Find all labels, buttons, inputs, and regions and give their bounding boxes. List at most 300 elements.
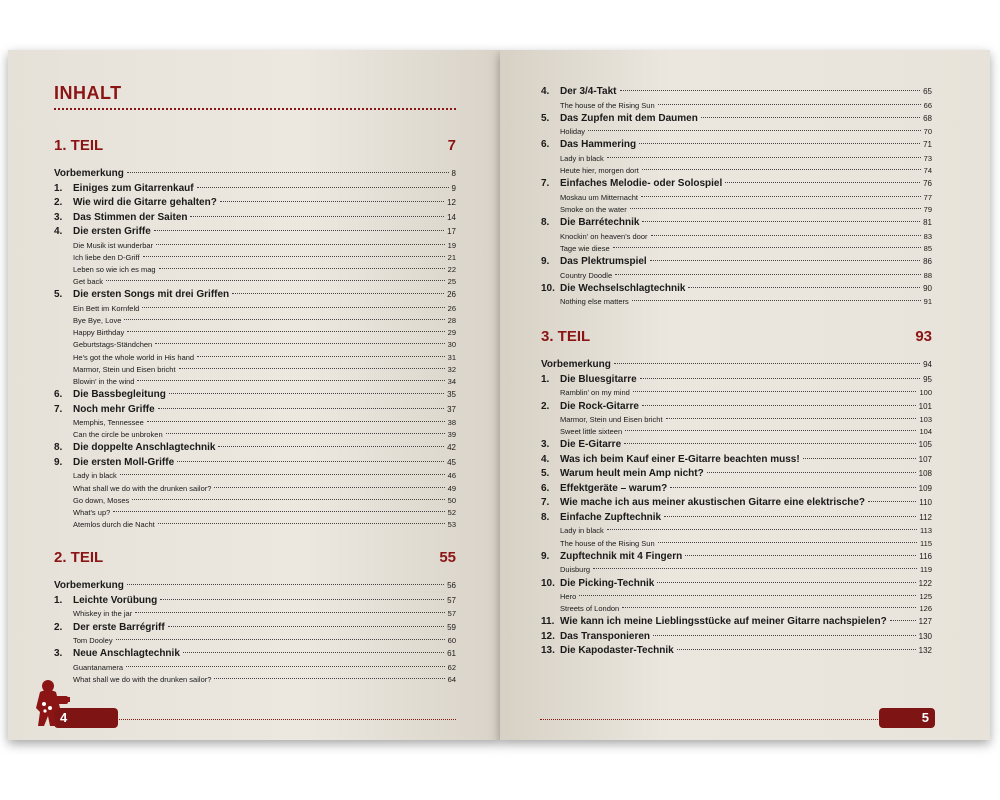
toc-subentry [54,429,456,441]
entry-number: 1. [541,373,550,385]
entry-title: Einfache Zupftechnik [560,511,662,523]
entry-title: Bye Bye, Love [73,315,122,325]
entry-page: 76 [923,179,932,189]
left-page [8,50,500,740]
entry-page: 86 [923,257,932,266]
dot-leader [658,542,917,543]
page-number: 4 [54,708,118,728]
entry-title: Guantanamera [73,662,124,672]
toc-list [54,167,456,531]
toc-subentry [541,192,932,204]
entry-title: Der erste Barrégriff [73,621,165,633]
entry-number: 1. [54,182,63,194]
dot-leader [166,433,445,434]
dot-leader [579,595,916,596]
entry-title: Die Barrétechnik [560,217,640,229]
entry-page: 79 [923,204,932,214]
dot-leader [197,187,449,188]
entry-page: 12 [447,198,456,207]
entry-page: 56 [447,581,456,591]
toc-title: INHALT [54,83,456,110]
entry-title: Die ersten Songs mit drei Griffen [73,289,230,301]
entry-title: Einfaches Melodie- oder Solospiel [560,178,723,190]
toc-entry [541,400,932,415]
toc-subentry [541,296,932,308]
entry-page: 68 [923,113,932,123]
entry-number: 11. [541,616,555,628]
entry-page: 71 [923,140,932,150]
entry-page: 127 [918,617,932,627]
footer-divider [540,719,928,720]
toc-entry [541,453,932,468]
dot-leader [640,378,920,379]
toc-subentry [54,252,456,264]
entry-page: 31 [447,352,456,362]
toc-subentry [54,608,456,620]
entry-number: 4. [541,86,550,97]
dot-leader [593,568,917,569]
entry-page: 64 [447,674,456,684]
toc-entry [541,511,932,526]
toc-subentry [541,100,932,112]
toc-entry [541,644,932,659]
dot-leader [620,90,921,91]
entry-page: 116 [919,551,932,561]
toc-subentry [541,591,932,603]
entry-page: 65 [923,87,932,96]
toc-subentry [54,303,456,315]
entry-number: 7. [541,497,550,509]
part-label: 1. TEIL [54,137,104,154]
entry-title: Ich liebe den D-Griff [73,252,140,262]
entry-page: 88 [923,270,932,280]
dot-leader [132,499,444,500]
entry-title: What shall we do with the drunken sailor? [73,483,212,493]
entry-title: Zupftechnik mit 4 Fingern [560,550,683,562]
entry-page: 103 [919,415,932,425]
toc-entry [541,255,932,270]
dot-leader [653,635,916,636]
dot-leader [214,487,444,488]
part-heading [54,549,456,571]
toc-subentry [54,352,456,364]
dot-leader [615,274,921,275]
entry-number: 10. [541,577,555,589]
dot-leader [803,458,916,459]
dot-leader [651,235,921,236]
entry-title: Das Transponieren [560,630,651,642]
entry-title: What's up? [73,508,111,517]
entry-title: Wie mache ich aus meiner akustischen Gitarre eine elektrische? [560,497,866,509]
entry-page: 94 [923,360,932,370]
entry-title: Vorbemerkung [541,359,611,371]
dot-leader [106,280,445,281]
toc-subentry [54,327,456,339]
entry-page: 17 [447,227,456,236]
entry-title: Lady in black [73,471,117,481]
toc-entry [541,630,932,645]
entry-page: 30 [447,340,456,350]
dot-leader [116,639,445,640]
toc-entry [541,615,932,630]
entry-title: Die Wechselschlagtechnik [560,282,686,294]
dot-leader [607,529,917,530]
entry-title: Die Bassbegleitung [73,389,166,401]
entry-title: Ein Bett im Kornfeld [73,303,140,313]
entry-page: 34 [447,376,456,386]
toc-entry [541,496,932,511]
entry-title: Country Doodle [560,270,613,280]
entry-title: Der 3/4-Takt [560,86,617,97]
toc-subentry [54,276,456,288]
toc-entry [54,441,456,456]
entry-page: 21 [447,252,456,262]
dot-leader [127,584,444,585]
entry-title: Die Musik ist wunderbar [73,240,154,250]
entry-number: 6. [54,389,63,401]
entry-title: Lady in black [560,153,604,163]
entry-title: Noch mehr Griffe [73,403,155,415]
entry-title: Whiskey in the jar [73,609,133,619]
entry-page: 81 [923,218,932,228]
entry-title: Happy Birthday [73,328,125,338]
entry-page: 77 [923,192,932,202]
toc-subentry [541,204,932,216]
toc-subentry [54,470,456,482]
entry-page: 70 [923,127,932,137]
dot-leader [658,104,921,105]
toc-subentry [541,414,932,426]
right-toc [541,50,932,659]
entry-page: 25 [447,277,456,287]
toc-list [541,85,932,308]
part-label: 3. TEIL [541,328,591,346]
dot-leader [142,307,444,308]
dot-leader [143,256,445,257]
entry-title: Tom Dooley [73,636,113,646]
footer-divider [113,719,456,720]
dot-leader [642,405,916,406]
entry-page: 53 [447,520,456,530]
entry-page: 8 [451,169,456,178]
entry-page: 95 [923,374,932,384]
dot-leader [685,555,916,556]
entry-page: 9 [451,183,456,193]
part-page: 7 [447,137,456,154]
toc-subentry [541,231,932,243]
toc-entry [541,358,932,373]
toc-entry [54,403,456,418]
toc-entry [541,550,932,565]
entry-page: 26 [447,303,456,313]
part-heading [541,328,932,350]
entry-number: 3. [541,439,550,451]
toc-subentry [54,339,456,351]
toc-subentry [54,364,456,376]
entry-title: Leichte Vorübung [73,594,158,606]
toc-entry [541,482,932,497]
entry-title: Memphis, Tennessee [73,418,144,428]
entry-number: 2. [541,400,550,412]
entry-title: Duisburg [560,565,591,575]
entry-page: 74 [923,166,932,176]
entry-page: 35 [447,390,456,400]
toc-subentry [541,603,932,615]
dot-leader [158,523,445,524]
part-heading [54,137,456,159]
toc-subentry [541,564,932,576]
entry-page: 83 [923,231,932,241]
entry-page: 66 [923,100,932,110]
entry-page: 115 [920,538,932,548]
entry-number: 2. [54,621,63,633]
toc-entry [541,467,932,482]
dot-leader [127,331,444,332]
dot-leader [670,487,915,488]
entry-page: 130 [918,631,932,641]
entry-title: Die Rock-Gitarre [560,400,639,412]
entry-page: 57 [447,595,456,605]
dot-leader [630,208,921,209]
toc-subentry [54,662,456,674]
dot-leader [677,649,916,650]
toc-entry [54,211,456,226]
toc-subentry [54,507,456,519]
dot-leader [156,244,445,245]
entry-title: Die ersten Moll-Griffe [73,456,175,468]
toc-entry [54,225,456,240]
entry-page: 101 [918,401,932,411]
dot-leader [641,196,921,197]
dot-leader [688,287,920,288]
dot-leader [642,169,921,170]
toc-list [54,579,456,686]
dot-leader [159,268,445,269]
entry-page: 108 [918,469,932,479]
toc-entry [541,85,932,100]
toc-subentry [541,126,932,138]
toc-entry [541,112,932,127]
entry-number: 3. [54,648,63,660]
entry-title: Das Plektrumspiel [560,256,647,267]
toc-entry [541,438,932,453]
entry-page: 52 [447,508,456,517]
entry-title: Vorbemerkung [54,168,124,179]
entry-title: Streets of London [560,604,620,614]
entry-number: 5. [541,468,550,480]
dot-leader [154,230,444,231]
dot-leader [147,421,445,422]
toc-entry [54,579,456,594]
entry-title: Can the circle be unbroken [73,430,163,440]
entry-number: 4. [541,453,550,465]
toc-entry [541,282,932,297]
dot-leader [183,652,444,653]
dot-leader [232,293,444,294]
entry-number: 3. [54,211,63,223]
toc-subentry [54,417,456,429]
entry-page: 59 [447,622,456,632]
entry-title: Leben so wie ich es mag [73,264,156,274]
toc-entry [54,388,456,403]
entry-page: 109 [918,483,932,493]
dot-leader [197,356,445,357]
dot-leader [701,117,920,118]
right-page [500,50,990,740]
dot-leader [588,130,921,131]
toc-subentry [541,426,932,438]
left-toc [54,50,456,686]
entry-title: Wie kann ich meine Lieblingsstücke auf meiner Gitarre nachspielen? [560,616,887,628]
entry-title: Einiges zum Gitarrenkauf [73,182,194,194]
entry-page: 132 [918,646,932,656]
dot-leader [725,182,920,183]
dot-leader [160,599,444,600]
dot-leader [158,408,444,409]
entry-number: 9. [541,256,550,267]
entry-title: Blowin' in the wind [73,376,135,386]
dot-leader [155,343,444,344]
entry-title: Marmor, Stein und Eisen bricht [73,364,176,374]
entry-page: 105 [918,440,932,450]
toc-subentry [54,240,456,252]
entry-page: 57 [447,609,456,619]
toc-entry [541,177,932,192]
entry-page: 125 [919,592,932,601]
entry-number: 9. [54,456,63,468]
dot-leader [664,516,916,517]
toc-subentry [541,538,932,550]
entry-number: 8. [54,442,63,454]
entry-page: 50 [447,495,456,505]
entry-page: 126 [919,604,932,614]
entry-title: Hero [560,592,577,601]
entry-title: Die ersten Griffe [73,226,151,237]
toc-entry [54,196,456,211]
entry-title: Knockin' on heaven's door [560,231,648,241]
dot-leader [120,474,445,475]
toc-subentry [54,519,456,531]
entry-page: 100 [919,388,932,398]
entry-page: 22 [447,264,456,274]
toc-entry [54,456,456,471]
dot-leader [632,300,921,301]
entry-page: 26 [447,290,456,300]
entry-title: Vorbemerkung [54,580,124,592]
dot-leader [642,221,920,222]
dot-leader [633,391,917,392]
entry-title: Get back [73,277,104,287]
entry-number: 6. [541,482,550,494]
entry-title: Smoke on the water [560,204,627,214]
entry-title: Holiday [560,127,586,137]
entry-page: 14 [447,212,456,222]
entry-page: 107 [918,454,932,464]
entry-title: The house of the Rising Sun [560,538,655,548]
entry-page: 91 [923,297,932,307]
toc-entry [541,138,932,153]
entry-title: Lady in black [560,526,604,536]
dot-leader [868,501,916,502]
entry-title: Heute hier, morgen dort [560,166,639,176]
toc-subentry [541,270,932,282]
entry-title: Effektgeräte – warum? [560,482,668,494]
dot-leader [650,260,920,261]
dot-leader [622,607,916,608]
dot-leader [639,143,920,144]
entry-number: 5. [54,289,63,301]
entry-number: 6. [541,139,550,151]
dot-leader [657,582,915,583]
entry-page: 49 [447,483,456,493]
toc-subentry [541,165,932,177]
dot-leader [218,446,444,447]
dot-leader [127,172,449,173]
toc-entry [541,216,932,231]
entry-title: Geburtstags-Ständchen [73,340,153,350]
dot-leader [190,216,444,217]
entry-page: 46 [447,471,456,481]
entry-title: Die Picking-Technik [560,577,655,589]
dot-leader [137,380,444,381]
entry-number: 4. [54,226,63,237]
entry-number: 7. [541,178,550,190]
entry-page: 104 [919,427,932,437]
entry-title: Die Kapodaster-Technik [560,645,674,657]
entry-title: Go down, Moses [73,495,130,505]
entry-title: Was ich beim Kauf einer E-Gitarre beachten muss! [560,453,800,465]
toc-entry [541,577,932,592]
dot-leader [135,612,444,613]
part-page: 93 [915,328,932,346]
entry-title: Wie wird die Gitarre gehalten? [73,197,217,208]
entry-page: 38 [447,418,456,428]
entry-title: Neue Anschlagtechnik [73,648,180,660]
dot-leader [179,368,445,369]
toc-subentry [54,315,456,327]
entry-page: 62 [447,662,456,672]
toc-subentry [54,483,456,495]
guitar-player-mascot-icon [30,678,70,730]
page-number: 5 [879,708,935,728]
entry-title: Das Stimmen der Saiten [73,211,188,223]
entry-page: 85 [923,243,932,253]
toc-subentry [54,376,456,388]
toc-entry [54,647,456,662]
dot-leader [614,363,920,364]
toc-entry [54,594,456,609]
dot-leader [625,430,916,431]
entry-number: 2. [54,197,63,208]
entry-page: 90 [923,283,932,293]
toc-list [541,358,932,659]
entry-page: 73 [923,153,932,163]
toc-subentry [541,243,932,255]
entry-title: He's got the whole world in His hand [73,352,195,362]
entry-page: 28 [447,315,456,325]
entry-number: 9. [541,550,550,562]
dot-leader [169,393,444,394]
entry-title: Die Bluesgitarre [560,373,637,385]
toc-entry [54,182,456,197]
entry-page: 19 [447,240,456,250]
entry-title: Die E-Gitarre [560,439,622,451]
toc-subentry [54,264,456,276]
part-label: 2. TEIL [54,549,104,567]
toc-subentry [541,153,932,165]
entry-number: 1. [54,594,63,606]
entry-page: 113 [920,526,932,536]
